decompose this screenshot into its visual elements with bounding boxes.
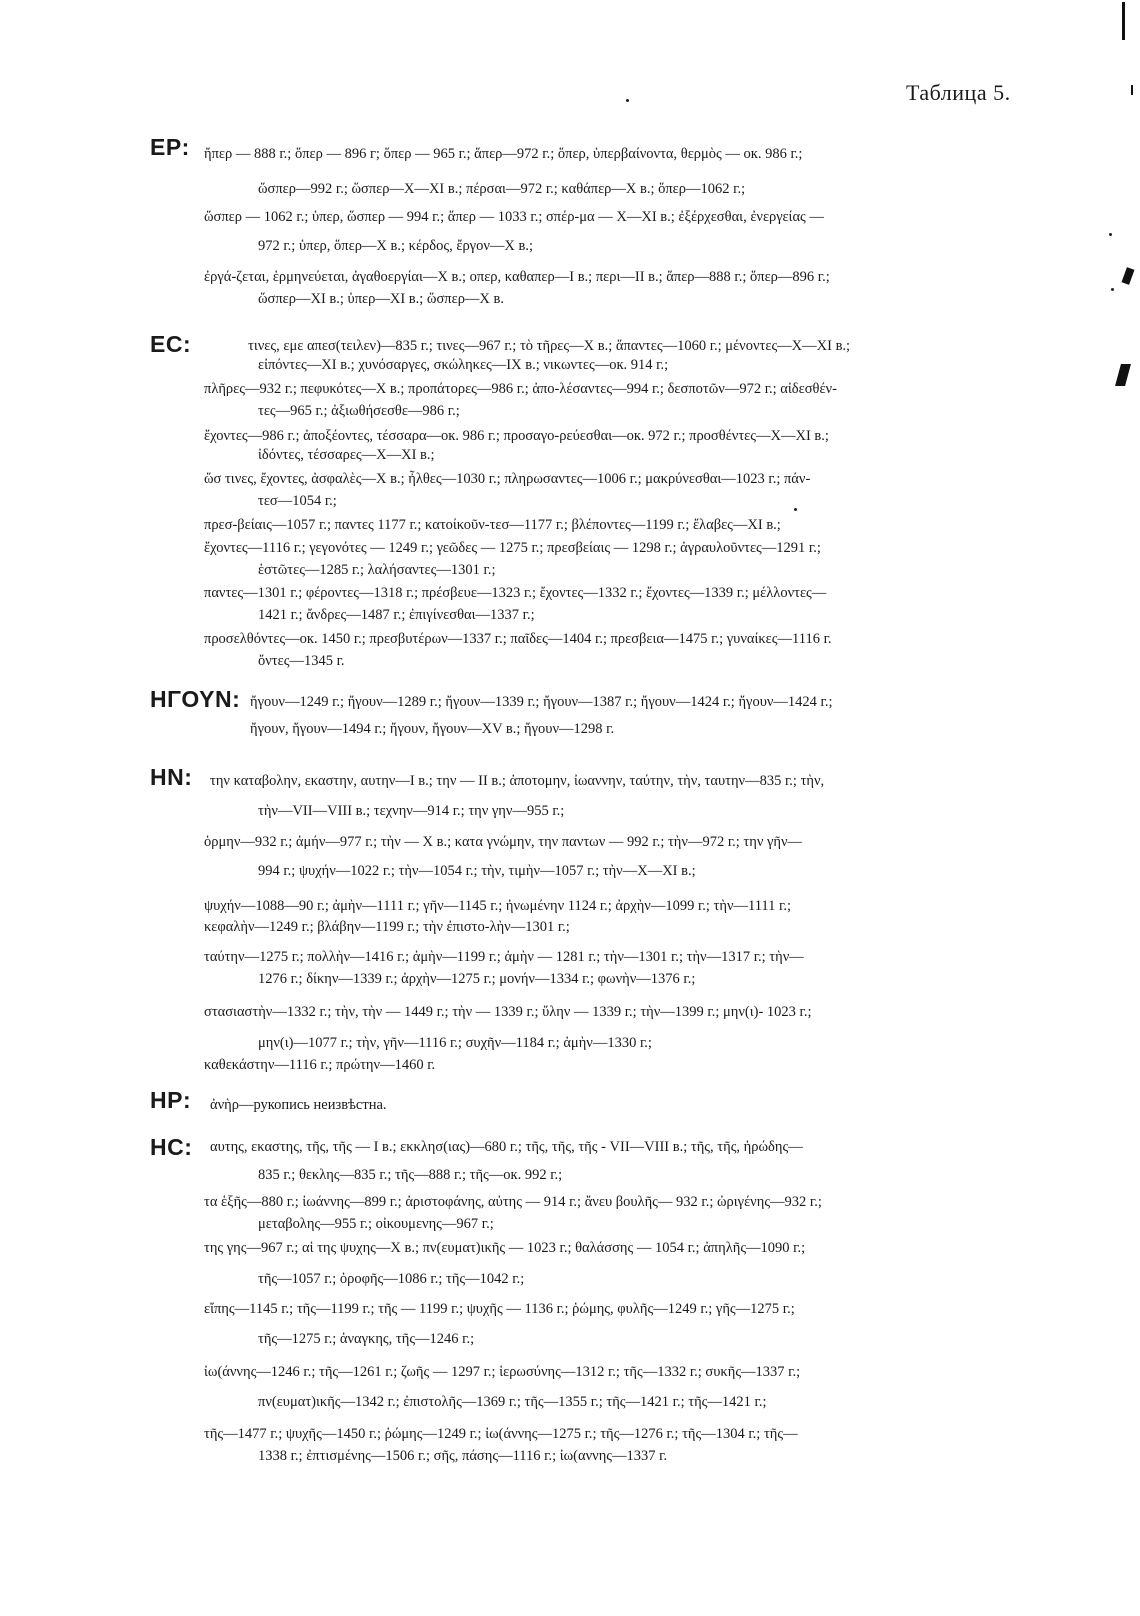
entry-line: την καταβολην, εκαστην, αυτην—I в.; την — II в.; ἀποτομην, ἰωαννην, ταύτην, τὴν, ταυτην—835 г.; τὴν,	[210, 773, 825, 789]
section-heading-is: ΗC:	[150, 1134, 193, 1160]
print-speck	[794, 508, 797, 511]
section-heading-in: ΗΝ:	[150, 764, 193, 790]
print-speck	[1109, 233, 1112, 236]
entry-line: 972 г.; ὑπερ, ὅπερ—X в.; κέρδος, ἔργον—X в.;	[258, 238, 533, 254]
entry-line: αυτης, εκαστης, τῆς, τῆς — I в.; εκκλησ(ιας)—680 г.; τῆς, τῆς, τῆς - VII—VIII в.; τῆς, τῆς, ἡρώδης—	[210, 1139, 803, 1155]
entry-line: τα ἑξῆς—880 г.; ἰωάννης—899 г.; ἀριστοφάνης, αὐτης — 914 г.; ἄνευ βουλῆς— 932 г.; ὠριγένης—932 г.;	[204, 1194, 822, 1210]
section-heading-igoun: ΗΓΟΥΝ:	[150, 686, 241, 712]
edge-smudge-mark	[1115, 364, 1131, 386]
entry-line: τες—965 г.; ἀξιωθήσεσθε—986 г.;	[258, 403, 460, 419]
entry-line: της γης—967 г.; αἱ της ψυχης—X в.; πν(ευματ)ικῆς — 1023 г.; θαλάσσης — 1054 г.; ἀπηλῆς—1090 г.;	[204, 1240, 806, 1256]
entry-line: πρεσ-βείαις—1057 г.; παντες 1177 г.; κατοίκοῦν-τεσ—1177 г.; βλέποντες—1199 г.; ἔλαβες—XI в.;	[204, 517, 781, 533]
edge-smudge-mark	[1122, 267, 1135, 285]
entry-line: ἔχοντες—986 г.; ἀποξέοντες, τέσσαρα—ок. 986 г.; προσαγο-ρεύεσθαι—ок. 972 г.; προσθέντες—X—XI в.;	[204, 428, 829, 444]
entry-line: ἤπερ — 888 г.; ὅπερ — 896 г; ὅπερ — 965 г.; ἅπερ—972 г.; ὅπερ, ὑπερβαίνοντα, θερμὸς — ок. 986 г.;	[204, 146, 803, 162]
entry-line: ἰω(άννης—1246 г.; τῆς—1261 г.; ζωῆς — 1297 г.; ἱερωσύνης—1312 г.; τῆς—1332 г.; συκῆς—1337 г.;	[204, 1364, 801, 1380]
entry-line: παντες—1301 г.; φέροντες—1318 г.; πρέσβευε—1323 г.; ἔχοντες—1332 г.; ἔχοντες—1339 г.; μέλλοντες—	[204, 585, 827, 601]
entry-line: μην(ι)—1077 г.; τὴν, γῆν—1116 г.; συχῆν—1184 г.; ἀμὴν—1330 г.;	[258, 1035, 652, 1051]
entry-line: τῆς—1275 г.; ἀναγκης, τῆς—1246 г.;	[258, 1331, 475, 1347]
entry-line: τῆς—1477 г.; ψυχῆς—1450 г.; ῥώμης—1249 г.; ἰω(άννης—1275 г.; τῆς—1276 г.; τῆς—1304 г.; τῆς—	[204, 1426, 798, 1442]
entry-line: ἤγουν—1249 г.; ἤγουν—1289 г.; ἤγουν—1339 г.; ἤγουν—1387 г.; ἤγουν—1424 г.; ἤγουν—1424 г.;	[250, 694, 833, 710]
entry-line: ταύτην—1275 г.; πολλὴν—1416 г.; ἀμὴν—1199 г.; ἀμὴν — 1281 г.; τὴν—1301 г.; τὴν—1317 г.; τὴν—	[204, 949, 804, 965]
entry-line: τῆς—1057 г.; ὀροφῆς—1086 г.; τῆς—1042 г.;	[258, 1271, 525, 1287]
entry-line: μεταβολης—955 г.; οἰκουμενης—967 г.;	[258, 1216, 494, 1232]
entry-line: 1276 г.; δίκην—1339 г.; ἀρχὴν—1275 г.; μονήν—1334 г.; φωνὴν—1376 г.;	[258, 971, 696, 987]
section-heading-er: ΕΡ:	[150, 134, 190, 160]
entry-line: ὥσπερ — 1062 г.; ὑπερ, ὥσπερ — 994 г.; ἅπερ — 1033 г.; σπέρ-μα — X—XI в.; ἐξέρχεσθαι, ἐνεργείας —	[204, 209, 824, 225]
entry-line: ἰδόντες, τέσσαρες—X—XI в.;	[258, 447, 435, 463]
entry-line: κεφαλὴν—1249 г.; βλάβην—1199 г.; τὴν ἐπιστο-λὴν—1301 г.;	[204, 919, 570, 935]
entry-line: καθεκάστην—1116 г.; πρώτην—1460 г.	[204, 1057, 436, 1073]
entry-line: ἐργά-ζεται, ἑρμηνεύεται, ἀγαθοεργίαι—X в.; οπερ, καθαπερ—I в.; περι—II в.; ἅπερ—888 г.; ὅπερ—896 г.;	[204, 269, 830, 285]
entry-line: εἰπόντες—XI в.; χυνόσαργες, σκώληκες—IX в.; νικωντες—ок. 914 г.;	[258, 357, 669, 373]
entry-line: τεσ—1054 г.;	[258, 493, 337, 509]
entry-line: πλῆρες—932 г.; πεφυκότες—X в.; προπάτορες—986 г.; ἀπο-λέσαντες—994 г.; δεσποτῶν—972 г.; αἰδεσθέν-	[204, 381, 837, 397]
edge-tick-mark	[1131, 85, 1133, 95]
entry-line: ὥσπερ—XI в.; ὑπερ—XI в.; ὥσπερ—X в.	[258, 291, 505, 307]
entry-line: 1421 г.; ἄνδρες—1487 г.; ἐπιγίνεσθαι—1337 г.;	[258, 607, 535, 623]
entry-line: ὥσπερ—992 г.; ὥσπερ—X—XI в.; πέρσαι—972 г.; καθάπερ—X в.; ὅπερ—1062 г.;	[258, 181, 746, 197]
print-speck	[626, 99, 629, 102]
entry-line: πν(ευματ)ικῆς—1342 г.; ἐπιστολῆς—1369 г.; τῆς—1355 г.; τῆς—1421 г.; τῆς—1421 г.;	[258, 1394, 767, 1410]
section-heading-es: ΕC:	[150, 331, 192, 357]
entry-line: τὴν—VII—VIII в.; τεχνην—914 г.; την γην—955 г.;	[258, 803, 565, 819]
entry-line: 835 г.; θεκλης—835 г.; τῆς—888 г.; τῆς—ок. 992 г.;	[258, 1167, 563, 1183]
entry-line: εἴπης—1145 г.; τῆς—1199 г.; τῆς — 1199 г.; ψυχῆς — 1136 г.; ῥώμης, φυλῆς—1249 г.; γῆς—1275 г.;	[204, 1301, 795, 1317]
entry-line: ὄντες—1345 г.	[258, 653, 345, 669]
entry-line: ὥσ τινες, ἔχοντες, ἀσφαλὲς—X в.; ἦλθες—1030 г.; πληρωσαντες—1006 г.; μακρύνεσθαι—1023 г.; πάν-	[204, 471, 811, 487]
entry-line: ἤγουν, ἤγουν—1494 г.; ἤγουν, ἤγουν—XV в.; ἤγουν—1298 г.	[250, 721, 615, 737]
entry-line: τινες, εμε απεσ(τειλεν)—835 г.; τινες—967 г.; τὸ τῆρες—X в.; ἅπαντες—1060 г.; μένοντες—X—XI в.;	[248, 338, 851, 354]
entry-line: στασιαστὴν—1332 г.; τὴν, τὴν — 1449 г.; τὴν — 1339 г.; ὕλην — 1339 г.; τὴν—1399 г.; μην(ι)- 1023 г.;	[204, 1004, 812, 1020]
page-title: Таблица 5.	[906, 80, 1011, 105]
entry-line: ὁρμην—932 г.; ἀμήν—977 г.; τὴν — X в.; κατα γνώμην, την παντων — 992 г.; τὴν—972 г.; την γῆν—	[204, 834, 803, 850]
edge-bracket-mark	[1122, 2, 1125, 40]
entry-line: 1338 г.; ἐπτισμένης—1506 г.; σῆς, πάσης—1116 г.; ἰω(αννης—1337 г.	[258, 1448, 668, 1464]
entry-line: ἑστῶτες—1285 г.; λαλήσαντες—1301 г.;	[258, 562, 496, 578]
entry-line: ἔχοντες—1116 г.; γεγονότες — 1249 г.; γεῶδες — 1275 г.; πρεσβείαις — 1298 г.; ἀγραυλοῦντες—1291 г.;	[204, 540, 821, 556]
section-heading-ir: ΗΡ:	[150, 1087, 192, 1113]
entry-line: ἀνὴρ—рукопись неизвѣстна.	[210, 1097, 387, 1113]
print-speck	[1111, 288, 1114, 291]
entry-line: προσελθόντες—ок. 1450 г.; πρεσβυτέρων—1337 г.; παῖδες—1404 г.; πρεσβεια—1475 г.; γυναίκες—1116 г.	[204, 631, 832, 647]
entry-line: ψυχήν—1088—90 г.; ἀμὴν—1111 г.; γῆν—1145 г.; ἠνωμένην 1124 г.; ἀρχὴν—1099 г.; τὴν—1111 г.;	[204, 898, 791, 914]
entry-line: 994 г.; ψυχήν—1022 г.; τὴν—1054 г.; τὴν, τιμὴν—1057 г.; τὴν—X—XI в.;	[258, 863, 696, 879]
